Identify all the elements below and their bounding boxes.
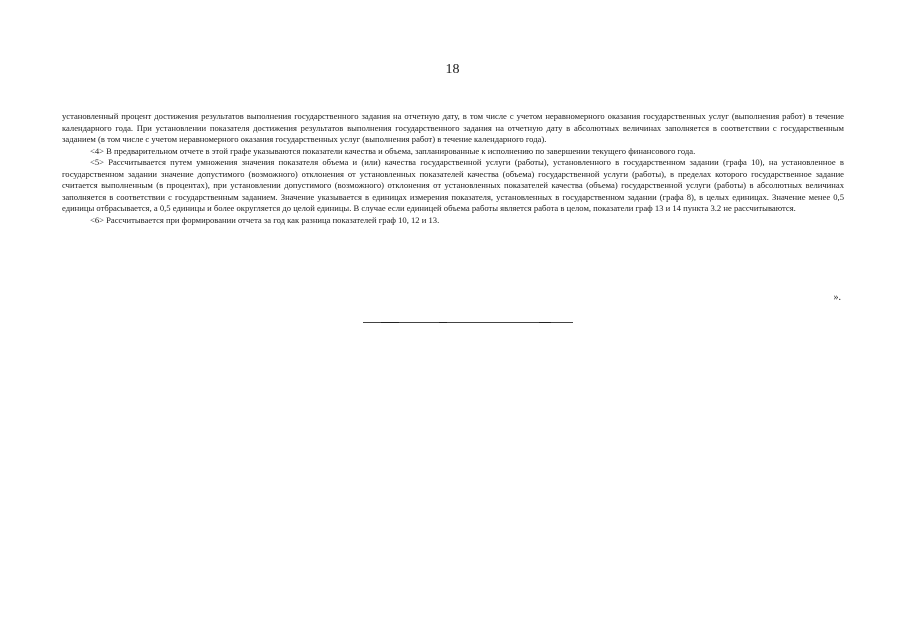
- footnote-6: <6> Рассчитывается при формировании отчета за год как разница показателей граф 10, 12 и 13.: [90, 214, 440, 225]
- footnote-5: <5> Рассчитывается путем умножения значения показателя объема и (или) качества государственной услуги (работы), установленного в государственном задании (графа 10), на установленное в государственном задании значение допустимого (возможного) отклонения от установленных показателей качества (объема) государственной услуги (работы), в пределах которого государственное задание считается выполненным (в процентах), при установлении допустимого (возможного) отклонения от установленных показателей качества (объема) государственной услуги (работы) в абсолютных величинах заполняется в соответствии с государственным заданием. Значение указывается в единицах измерения показателя, установленных в государственном задании (графа 8), в целых единицах. Значение менее 0,5 единицы отбрасывается, а 0,5 единицы и более округляется до целой единицы. В случае если единицей объема работы является работа в целом, показатели граф 13 и 14 пункта 3.2 не рассчитываются.: [62, 157, 844, 213]
- page-number: 18: [445, 62, 460, 77]
- paragraph-continuation: установленный процент достижения результатов выполнения государственного задания на отчетную дату, в том числе с учетом неравномерного оказания государственных услуг (выполнения работ) в течение календарного года. При установлении показателя достижения результатов выполнения государственного задания на отчетную дату в абсолютных величинах заполняется в соответствии с государственным заданием (в том числе с учетом неравномерного оказания государственных услуг (выполнения работ) в течение календарного года).: [62, 111, 844, 144]
- end-separator-line: [363, 322, 573, 323]
- document-body: [62, 111, 844, 226]
- closing-quote-mark: ».: [833, 292, 841, 303]
- footnote-4: <4> В предварительном отчете в этой графе указываются показатели качества и объема, запланированные к исполнению по завершении текущего финансового года.: [90, 145, 696, 156]
